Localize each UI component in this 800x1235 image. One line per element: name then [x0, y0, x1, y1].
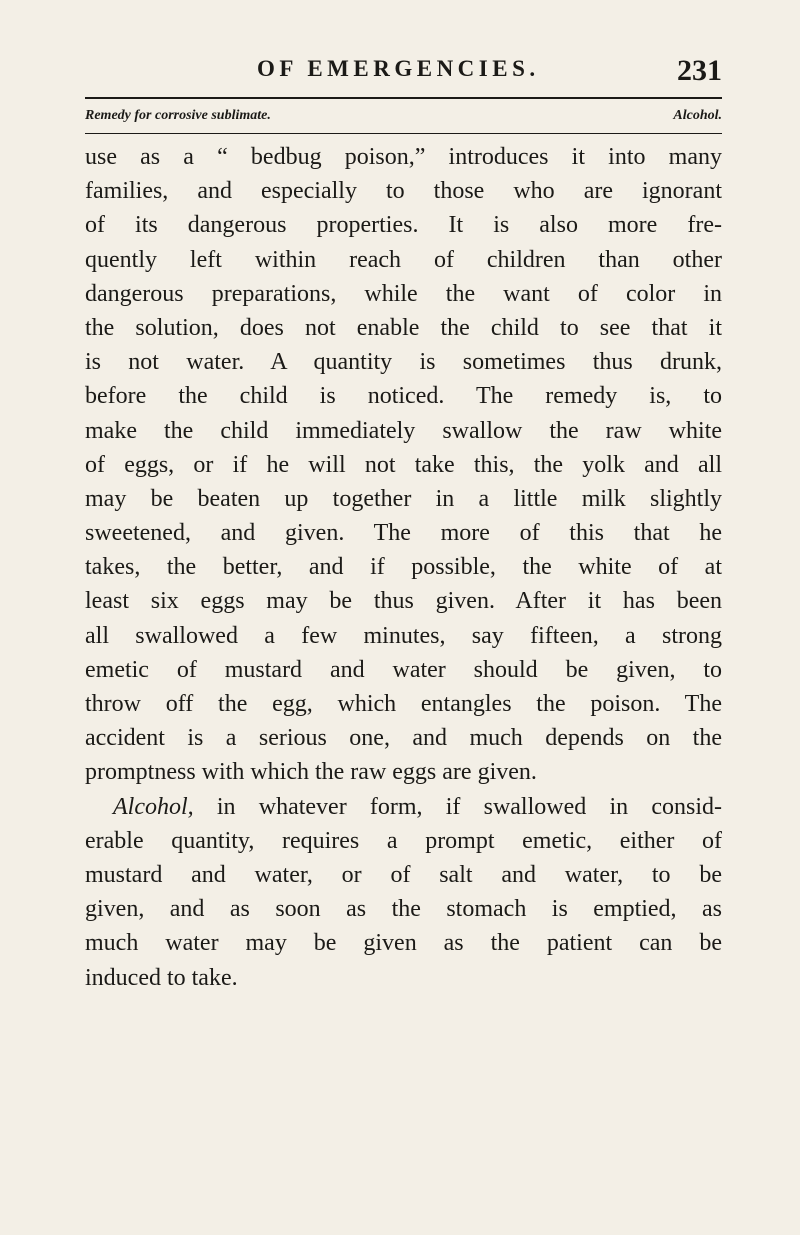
- text-line: mustard and water, or of salt and water, to be: [85, 861, 722, 888]
- text-line: of eggs, or if he will not take this, the yolk and all: [85, 451, 722, 478]
- marginal-note-alcohol: Alcohol.: [673, 108, 722, 123]
- text-line: before the child is noticed. The remedy is, to: [85, 383, 722, 410]
- text-line: use as a “ bedbug poison,” introduces it into many: [85, 144, 722, 170]
- alcohol-first-line-text: in whatever form, if swallowed in consid-: [193, 793, 722, 820]
- text-line: families, and especially to those who are ignorant: [85, 178, 722, 205]
- text-line: is not water. A quantity is sometimes thus drunk,: [85, 349, 722, 376]
- alcohol-lead-word: Alcohol,: [113, 793, 194, 820]
- text-line: throw off the egg, which entangles the poison. The: [85, 691, 722, 717]
- text-line: takes, the better, and if possible, the white of at: [85, 554, 722, 581]
- marginal-notes: [85, 108, 722, 128]
- text-line: may be beaten up together in a little milk slightly: [85, 485, 722, 512]
- book-page: [85, 0, 722, 1235]
- text-line: much water may be given as the patient can be: [85, 930, 722, 957]
- text-line: least six eggs may be thus given. After it has been: [85, 588, 722, 615]
- marginal-note-remedy: Remedy for corrosive sublimate.: [85, 108, 271, 123]
- text-line: promptness with which the raw eggs are given.: [85, 759, 537, 786]
- text-line: accident is a serious one, and much depends on the: [85, 725, 722, 752]
- text-line: quently left within reach of children than other: [85, 246, 722, 273]
- text-line: the solution, does not enable the child to see that it: [85, 314, 722, 341]
- page-number: 231: [677, 54, 722, 87]
- text-line: erable quantity, requires a prompt emetic, either of: [85, 827, 722, 854]
- text-line: sweetened, and given. The more of this that he: [85, 520, 722, 547]
- text-line: emetic of mustard and water should be given, to: [85, 656, 722, 683]
- alcohol-paragraph-first-line: [85, 790, 722, 824]
- running-title: OF EMERGENCIES.: [257, 56, 540, 81]
- header-rule-top: [85, 97, 722, 99]
- text-line: of its dangerous properties. It is also more fre-: [85, 212, 722, 239]
- text-line: dangerous preparations, while the want of color in: [85, 280, 722, 307]
- text-line: given, and as soon as the stomach is emptied, as: [85, 896, 722, 923]
- running-head: [85, 54, 722, 94]
- text-line: make the child immediately swallow the raw white: [85, 417, 722, 444]
- text-line: induced to take.: [85, 964, 238, 991]
- body-text: [85, 140, 722, 995]
- text-line: all swallowed a few minutes, say fifteen, a strong: [85, 622, 722, 649]
- header-rule-bottom: [85, 133, 722, 134]
